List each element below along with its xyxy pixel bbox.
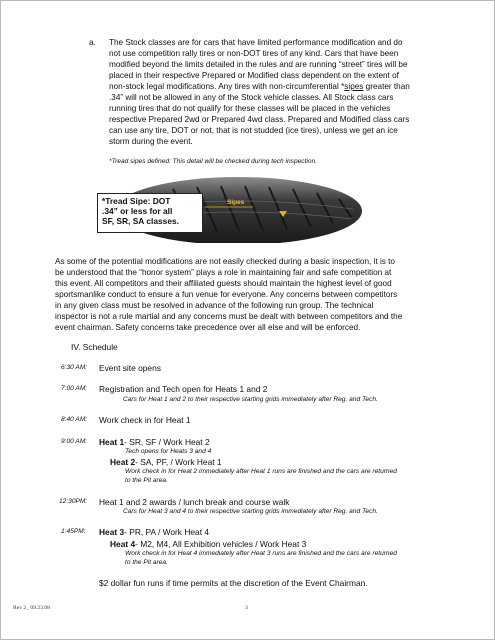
honor-line-4: sportsmanlike conduct to ensure a fun venue for everyone. Any concerns between competitors [55, 290, 398, 299]
para-a-line-1: The Stock classes are for cars that have limited performance modification and do [109, 38, 403, 47]
time-145: 1:45PM: [61, 528, 86, 535]
heat-2-note-1: Work check in for Heat 2 immediately after Heat 1 runs are finished and the cars are returned [125, 468, 397, 475]
time-900: 9:00 AM: [61, 438, 88, 445]
callout-line-2: .34” or less for all [102, 206, 173, 216]
heat-4: Heat 4- M2, M4, All Exhibition vehicles / Work Heat 3 [110, 539, 307, 549]
para-a-line-8: respective Prepared 2wd or Prepared 4wd class. Prepared and Modified class cars [109, 115, 410, 124]
callout-line-1: *Tread Sipe: DOT [102, 196, 171, 206]
event-840: Work check in for Heat 1 [99, 415, 191, 425]
time-700: 7:00 AM: [61, 385, 88, 392]
tread-sipes-note: *Tread sipes defined: This detail will be checked during tech inspection. [109, 158, 318, 165]
heat-1-note: Tech opens for Heats 3 and 4 [125, 448, 212, 455]
para-a-line-2: not use competition rally tires or non-DOT tires of any kind. Cars that have been [109, 49, 399, 58]
heat-4-note-2: to the Pit area. [125, 559, 168, 566]
event-700: Registration and Tech open for Heats 1 and 2 [99, 384, 268, 394]
para-a-line-10: storm during the event. [109, 137, 193, 146]
schedule-heading: IV. Schedule [71, 342, 118, 352]
honor-line-5: in any given class must be resolved in advance of the following run group. The technical [55, 301, 374, 310]
heat-4-note-1: Work check in for Heat 4 immediately after Heat 3 runs are finished and the cars are returned [125, 550, 397, 557]
heat-3: Heat 3- PR, PA / Work Heat 4 [99, 527, 210, 537]
honor-line-7: event chairman. Safety concerns take precedence over all else and will be enforced. [55, 323, 361, 332]
page-number: 3 [245, 605, 248, 611]
revision-label: Rev 2_ 09.23.08 [13, 605, 50, 611]
para-a-line-6: .34” will not be allowed in any of the Stock vehicle classes. All Stock class cars [109, 93, 394, 102]
list-marker-a: a. [89, 38, 96, 47]
event-1230: Heat 1 and 2 awards / lunch break and course walk [99, 497, 290, 507]
event-630: Event site opens [99, 363, 161, 373]
honor-line-3: this event. All competitors and their affiliated guests should maintain the highest level of good [55, 279, 392, 288]
fun-runs-note: $2 dollar fun runs if time permits at the discretion of the Event Chairman. [99, 578, 368, 588]
honor-line-1: As some of the potential modifications are not easily checked during a basic inspection, it is to [55, 257, 395, 266]
honor-line-6: inspector is not a rule martial and any concerns must be dealt with between competitors and the [55, 312, 403, 321]
sipes-label: Sipes [227, 199, 245, 206]
sipes-underlined: sipes [344, 82, 364, 91]
tread-sipe-callout [97, 193, 203, 233]
heat-1: Heat 1- SR, SF / Work Heat 2 [99, 437, 210, 447]
note-700: Cars for Heat 1 and 2 to their respective starting grids immediately after Reg. and Tech. [123, 396, 378, 403]
para-a-line-5: non-stock legal modifications. Any tires with non-circumferential *sipes greater than [109, 82, 410, 91]
honor-line-2: be understood that the “honor system” plays a role in maintaining fair and safe competition at [55, 268, 392, 277]
para-a-line-3: modified beyond the limits detailed in the rules and are running “street” tires will be [109, 60, 408, 69]
time-1230: 12:30PM: [59, 498, 88, 505]
para-a-line-4: placed in their respective Prepared or Modified class dependent on the extent of [109, 71, 399, 80]
callout-line-3: SF, SR, SA classes. [102, 216, 179, 226]
time-630: 6:30 AM: [61, 364, 88, 371]
time-840: 8:40 AM: [61, 416, 88, 423]
para-a-line-9: can use any tire, DOT or not, that is not studded (ice tires), unless we get an ice [109, 126, 398, 135]
note-1230: Cars for Heat 3 and 4 to their respective starting grids immediately after Reg. and Tech. [123, 508, 378, 515]
para-a-line-7: running tires that do not qualify for these classes will be placed in the vehicles [109, 104, 391, 113]
heat-2-note-2: to the Pit area. [125, 477, 168, 484]
heat-2: Heat 2- SA, PF, / Work Heat 1 [110, 457, 222, 467]
